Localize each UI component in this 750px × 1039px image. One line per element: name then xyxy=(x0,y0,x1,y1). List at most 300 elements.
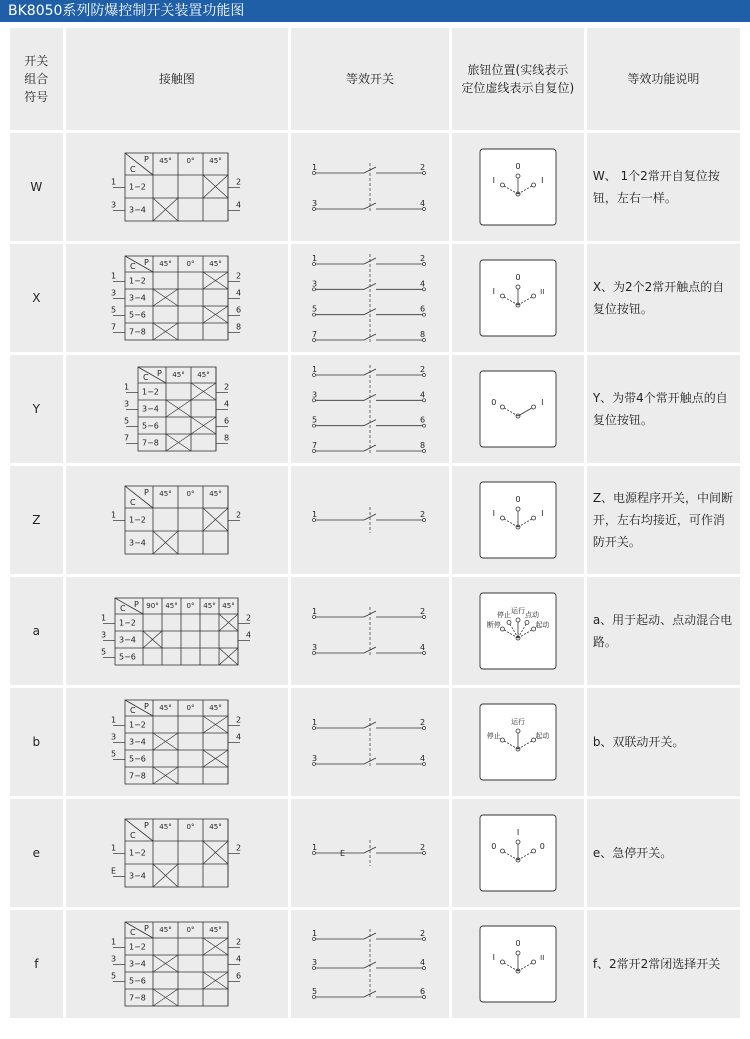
knob-position xyxy=(525,620,529,624)
knob-diagram xyxy=(479,925,557,1003)
label-p: P xyxy=(144,488,150,497)
function-table xyxy=(10,28,740,1021)
switch-node xyxy=(423,339,426,342)
angle-label: 45° xyxy=(197,371,210,379)
terminal-label: 3 xyxy=(111,200,117,210)
equiv-switch xyxy=(310,159,430,215)
row-desc: b、双联动开关。 xyxy=(587,688,740,799)
equiv-switch xyxy=(310,836,430,870)
knob-label: II xyxy=(540,288,545,296)
terminal-label: 1 xyxy=(111,177,117,187)
header-contact: 接触图 xyxy=(66,28,292,133)
page-title: BK8050系列防爆控制开关装置功能图 xyxy=(0,0,750,22)
switch-terminal: 7 xyxy=(312,441,318,450)
estop-label: E xyxy=(340,849,346,858)
knob-label: 起动 xyxy=(535,732,550,740)
knob-label: I xyxy=(492,287,495,296)
knob-label: 点动 xyxy=(524,610,539,619)
knob-label: I xyxy=(540,176,544,185)
switch-terminal: 4 xyxy=(420,754,426,763)
knob-label: 0 xyxy=(515,273,521,282)
switch-node xyxy=(313,450,316,453)
row-contact xyxy=(66,355,292,466)
row-knob xyxy=(452,244,587,355)
switch-terminal: 8 xyxy=(420,441,426,450)
row-contact xyxy=(66,577,292,688)
angle-label: 0° xyxy=(186,260,195,268)
terminal-label: 4 xyxy=(223,399,229,409)
knob-label: 断停 xyxy=(486,621,501,629)
switch-node xyxy=(313,616,316,619)
header-knob-text: 旅钮位置(实线表示 定位虚线表示自复位) xyxy=(461,63,575,95)
switch-terminal: 7 xyxy=(312,330,318,339)
label-c: C xyxy=(130,706,136,715)
terminal-label: 1 xyxy=(111,843,117,853)
contact-label: 7−8 xyxy=(129,327,147,337)
knob-label: 停止 xyxy=(496,610,511,619)
table-row xyxy=(10,910,740,1021)
knob-label: 0 xyxy=(491,398,497,407)
terminal-label: 2 xyxy=(223,382,229,392)
row-contact xyxy=(66,688,292,799)
knob-label: 0 xyxy=(491,842,497,851)
row-symbol: a xyxy=(10,577,66,688)
terminal-label: 5 xyxy=(111,305,117,315)
contact-label: 5−6 xyxy=(129,976,147,986)
switch-terminal: 1 xyxy=(312,254,318,263)
switch-node xyxy=(423,313,426,316)
angle-label: 90° xyxy=(146,601,160,610)
terminal-label: 2 xyxy=(236,177,242,187)
contact-label: 1−2 xyxy=(141,387,159,397)
label-p: P xyxy=(144,155,150,164)
angle-label: 0° xyxy=(186,601,195,610)
equiv-switch xyxy=(310,714,430,770)
contact-label: 3−4 xyxy=(129,959,147,969)
header-symbol xyxy=(10,28,66,133)
row-contact xyxy=(66,244,292,355)
switch-node xyxy=(313,172,316,175)
label-p: P xyxy=(144,702,150,711)
contact-label: 3−4 xyxy=(129,538,147,548)
row-equiv xyxy=(291,577,452,688)
row-knob xyxy=(452,577,587,688)
contact-label: 5−6 xyxy=(119,652,137,661)
row-desc: W、 1个2常开自复位按钮，左右一样。 xyxy=(587,133,740,244)
header-row xyxy=(10,28,740,133)
knob-position xyxy=(507,620,511,624)
knob-position xyxy=(531,405,535,409)
switch-terminal: 3 xyxy=(312,643,318,652)
contact-label: 1−2 xyxy=(129,515,147,525)
switch-node xyxy=(423,399,426,402)
knob-position xyxy=(531,960,535,964)
angle-label: 45° xyxy=(203,601,217,610)
switch-terminal: 6 xyxy=(420,415,426,425)
switch-node xyxy=(423,263,426,266)
terminal-label: 8 xyxy=(236,322,242,332)
row-symbol: e xyxy=(10,799,66,910)
header-desc: 等效功能说明 xyxy=(587,28,740,133)
switch-terminal: 3 xyxy=(312,279,318,289)
terminal-label: 1 xyxy=(111,510,117,520)
label-c: C xyxy=(130,498,136,507)
label-c: C xyxy=(130,928,136,937)
switch-node xyxy=(313,996,316,999)
table-row xyxy=(10,466,740,577)
row-desc: e、急停开关。 xyxy=(587,799,740,910)
switch-terminal: 2 xyxy=(420,163,426,172)
knob-position xyxy=(500,627,504,631)
switch-node xyxy=(313,313,316,316)
knob-position xyxy=(500,405,504,409)
row-equiv xyxy=(291,244,452,355)
terminal-label: 6 xyxy=(236,971,242,981)
switch-node xyxy=(313,208,316,211)
row-desc: a、用于起动、点动混合电路。 xyxy=(587,577,740,688)
switch-terminal: 4 xyxy=(420,643,426,652)
knob-position xyxy=(516,729,520,733)
knob-label: 运行 xyxy=(510,607,525,615)
knob-label: 0 xyxy=(515,162,521,171)
contact-label: 1−2 xyxy=(129,848,147,858)
switch-terminal: 4 xyxy=(420,199,426,208)
row-knob xyxy=(452,355,587,466)
angle-label: 45° xyxy=(159,157,173,165)
label-c: C xyxy=(120,603,126,613)
angle-label: 45° xyxy=(165,601,179,610)
table-row xyxy=(10,577,740,688)
knob-label: I xyxy=(492,176,495,185)
angle-label: 45° xyxy=(209,490,223,498)
switch-terminal: 4 xyxy=(420,279,426,289)
knob-position xyxy=(516,840,520,844)
angle-label: 0° xyxy=(186,490,195,498)
knob-label: I xyxy=(492,953,495,962)
terminal-label: 1 xyxy=(111,937,117,947)
terminal-label: 3 xyxy=(123,399,129,409)
contact-label: 7−8 xyxy=(129,771,147,781)
row-knob xyxy=(452,910,587,1021)
terminal-label: 2 xyxy=(236,937,242,947)
contact-label: 7−8 xyxy=(141,438,159,448)
contact-label: 5−6 xyxy=(129,310,147,320)
switch-node xyxy=(313,967,316,970)
header-knob xyxy=(452,28,587,133)
equiv-switch xyxy=(310,503,430,537)
angle-label: 0° xyxy=(186,823,195,831)
switch-terminal: 1 xyxy=(312,718,318,727)
row-equiv xyxy=(291,133,452,244)
knob-label: 0 xyxy=(539,842,545,851)
terminal-label: 4 xyxy=(236,954,242,964)
switch-node xyxy=(423,967,426,970)
angle-label: 45° xyxy=(209,157,223,165)
table-row xyxy=(10,688,740,799)
switch-node xyxy=(423,996,426,999)
contact-label: 3−4 xyxy=(129,293,147,303)
switch-terminal: 5 xyxy=(312,415,318,425)
contact-diagram xyxy=(105,697,248,787)
switch-terminal: 6 xyxy=(420,304,426,314)
row-symbol: W xyxy=(10,133,66,244)
knob-label: 运行 xyxy=(510,718,525,726)
switch-node xyxy=(423,727,426,730)
switch-terminal: 2 xyxy=(420,718,426,727)
knob-position xyxy=(500,738,504,742)
knob-position xyxy=(516,174,520,178)
terminal-label: 4 xyxy=(236,732,242,742)
knob-diagram xyxy=(479,148,557,226)
switch-terminal: 5 xyxy=(312,304,318,314)
row-contact xyxy=(66,799,292,910)
knob-label: 0 xyxy=(515,939,521,948)
table-row xyxy=(10,355,740,466)
terminal-label: 2 xyxy=(236,843,242,853)
knob-position xyxy=(516,951,520,955)
row-symbol: b xyxy=(10,688,66,799)
contact-label: 1−2 xyxy=(129,276,147,286)
knob-position xyxy=(500,960,504,964)
contact-label: 1−2 xyxy=(129,720,147,730)
switch-node xyxy=(423,172,426,175)
switch-node xyxy=(423,852,426,855)
switch-terminal: 2 xyxy=(420,929,426,938)
switch-terminal: 2 xyxy=(420,607,426,616)
knob-label: 起动 xyxy=(535,621,550,629)
terminal-label: 3 xyxy=(101,630,107,639)
knob-diagram xyxy=(479,370,557,448)
switch-terminal: 2 xyxy=(420,510,426,519)
switch-node xyxy=(423,519,426,522)
switch-node xyxy=(313,424,316,427)
contact-label: 1−2 xyxy=(129,182,147,192)
switch-node xyxy=(313,519,316,522)
row-contact xyxy=(66,466,292,577)
switch-node xyxy=(313,852,316,855)
knob-position xyxy=(500,183,504,187)
terminal-label: 7 xyxy=(111,322,117,332)
label-c: C xyxy=(142,373,149,382)
knob-position xyxy=(531,849,535,853)
angle-label: 45° xyxy=(159,823,173,831)
label-p: P xyxy=(144,821,150,830)
switch-terminal: 2 xyxy=(420,365,426,374)
switch-node xyxy=(313,288,316,291)
label-p: P xyxy=(144,258,150,267)
switch-terminal: 6 xyxy=(420,987,426,996)
label-p: P xyxy=(144,924,150,933)
row-knob xyxy=(452,799,587,910)
terminal-label: 5 xyxy=(123,416,129,426)
knob-label: II xyxy=(540,954,545,962)
label-c: C xyxy=(130,165,136,174)
knob-position xyxy=(531,183,535,187)
knob-label: I xyxy=(516,828,520,837)
terminal-label: 1 xyxy=(111,715,117,725)
switch-node xyxy=(313,938,316,941)
terminal-label: 7 xyxy=(123,433,129,443)
knob-position xyxy=(531,294,535,298)
knob-diagram xyxy=(479,814,557,892)
contact-diagram xyxy=(95,595,258,668)
contact-label: 3−4 xyxy=(129,205,147,215)
angle-label: 45° xyxy=(159,926,173,934)
row-desc: X、为2个2常开触点的自复位按钮。 xyxy=(587,244,740,355)
row-equiv xyxy=(291,910,452,1021)
terminal-label: 1 xyxy=(111,271,117,281)
table-row xyxy=(10,133,740,244)
switch-terminal: 1 xyxy=(312,163,318,172)
contact-label: 1−2 xyxy=(129,942,147,952)
switch-terminal: 4 xyxy=(420,958,426,967)
terminal-label: 4 xyxy=(236,200,242,210)
switch-terminal: 4 xyxy=(420,390,426,400)
angle-label: 45° xyxy=(209,260,223,268)
angle-label: 45° xyxy=(209,823,223,831)
switch-node xyxy=(313,763,316,766)
header-equiv: 等效开关 xyxy=(291,28,452,133)
contact-label: 3−4 xyxy=(129,737,147,747)
switch-node xyxy=(423,208,426,211)
switch-node xyxy=(313,339,316,342)
knob-label: 0 xyxy=(515,495,521,504)
angle-label: 0° xyxy=(186,926,195,934)
equiv-switch xyxy=(310,361,430,457)
contact-diagram xyxy=(105,253,248,343)
angle-label: 0° xyxy=(186,157,195,165)
contact-diagram xyxy=(105,919,248,1009)
row-equiv xyxy=(291,799,452,910)
equiv-switch xyxy=(310,925,430,1003)
row-symbol: Y xyxy=(10,355,66,466)
knob-position xyxy=(516,507,520,511)
terminal-label: 2 xyxy=(236,271,242,281)
switch-terminal: 3 xyxy=(312,390,318,400)
switch-terminal: 8 xyxy=(420,330,426,339)
label-p: P xyxy=(134,599,140,609)
row-equiv xyxy=(291,466,452,577)
table-row xyxy=(10,799,740,910)
label-c: C xyxy=(130,831,136,840)
row-contact xyxy=(66,910,292,1021)
switch-terminal: 1 xyxy=(312,510,318,519)
terminal-label: 2 xyxy=(246,613,252,622)
switch-node xyxy=(423,288,426,291)
switch-node xyxy=(423,424,426,427)
contact-diagram xyxy=(105,816,248,890)
row-desc: Z、电源程序开关，中间断开，左右均接近，可作消防开关。 xyxy=(587,466,740,577)
header-symbol-text: 开关 组合 符号 xyxy=(24,54,49,104)
contact-label: 3−4 xyxy=(129,871,147,881)
switch-node xyxy=(313,399,316,402)
knob-label: I xyxy=(492,509,495,518)
knob-position xyxy=(516,618,520,622)
angle-label: 45° xyxy=(209,926,223,934)
angle-label: 45° xyxy=(159,260,173,268)
label-p: P xyxy=(156,369,162,378)
contact-diagram xyxy=(105,150,248,224)
contact-label: 5−6 xyxy=(141,421,159,431)
equiv-switch xyxy=(310,603,430,659)
switch-terminal: 1 xyxy=(312,843,318,852)
switch-terminal: 3 xyxy=(312,754,318,763)
terminal-label: 3 xyxy=(111,954,117,964)
switch-node xyxy=(313,652,316,655)
label-c: C xyxy=(130,262,136,271)
terminal-label: 2 xyxy=(236,715,242,725)
row-knob xyxy=(452,688,587,799)
contact-diagram xyxy=(118,364,236,454)
switch-terminal: 5 xyxy=(312,987,318,996)
terminal-label: 1 xyxy=(101,613,107,622)
knob-position xyxy=(500,294,504,298)
switch-terminal: 3 xyxy=(312,199,318,208)
row-desc: f、2常开2常闭选择开关 xyxy=(587,910,740,1021)
terminal-label: 2 xyxy=(236,510,242,520)
row-symbol: Z xyxy=(10,466,66,577)
terminal-label: 6 xyxy=(223,416,229,426)
terminal-label: 4 xyxy=(246,630,252,639)
knob-diagram xyxy=(479,259,557,337)
knob-diagram xyxy=(479,481,557,559)
switch-node xyxy=(423,938,426,941)
table-row xyxy=(10,244,740,355)
switch-node xyxy=(423,616,426,619)
angle-label: 45° xyxy=(222,601,236,610)
terminal-label: 8 xyxy=(223,433,229,443)
contact-label: 5−6 xyxy=(129,754,147,764)
angle-label: 45° xyxy=(159,704,173,712)
knob-diagram xyxy=(479,592,557,670)
switch-node xyxy=(423,652,426,655)
terminal-label: 6 xyxy=(236,305,242,315)
switch-terminal: 2 xyxy=(420,254,426,263)
switch-node xyxy=(313,727,316,730)
switch-terminal: 1 xyxy=(312,607,318,616)
contact-label: 3−4 xyxy=(141,404,159,414)
row-equiv xyxy=(291,355,452,466)
row-knob xyxy=(452,133,587,244)
terminal-label: E xyxy=(111,866,117,876)
knob-label: I xyxy=(540,398,544,407)
switch-terminal: 1 xyxy=(312,929,318,938)
terminal-label: 5 xyxy=(101,647,107,656)
row-equiv xyxy=(291,688,452,799)
angle-label: 45° xyxy=(159,490,173,498)
knob-diagram xyxy=(479,703,557,781)
terminal-label: 5 xyxy=(111,749,117,759)
angle-label: 45° xyxy=(209,704,223,712)
switch-node xyxy=(423,763,426,766)
terminal-label: 3 xyxy=(111,288,117,298)
row-desc: Y、为带4个常开触点的自复位按钮。 xyxy=(587,355,740,466)
row-knob xyxy=(452,466,587,577)
knob-position xyxy=(516,285,520,289)
contact-diagram xyxy=(105,483,248,557)
row-symbol: X xyxy=(10,244,66,355)
row-symbol: f xyxy=(10,910,66,1021)
switch-node xyxy=(423,374,426,377)
contact-label: 1−2 xyxy=(119,618,137,627)
switch-node xyxy=(423,450,426,453)
equiv-switch xyxy=(310,250,430,346)
knob-position xyxy=(531,516,535,520)
terminal-label: 3 xyxy=(111,732,117,742)
switch-node xyxy=(313,263,316,266)
angle-label: 45° xyxy=(172,371,185,379)
angle-label: 0° xyxy=(186,704,195,712)
